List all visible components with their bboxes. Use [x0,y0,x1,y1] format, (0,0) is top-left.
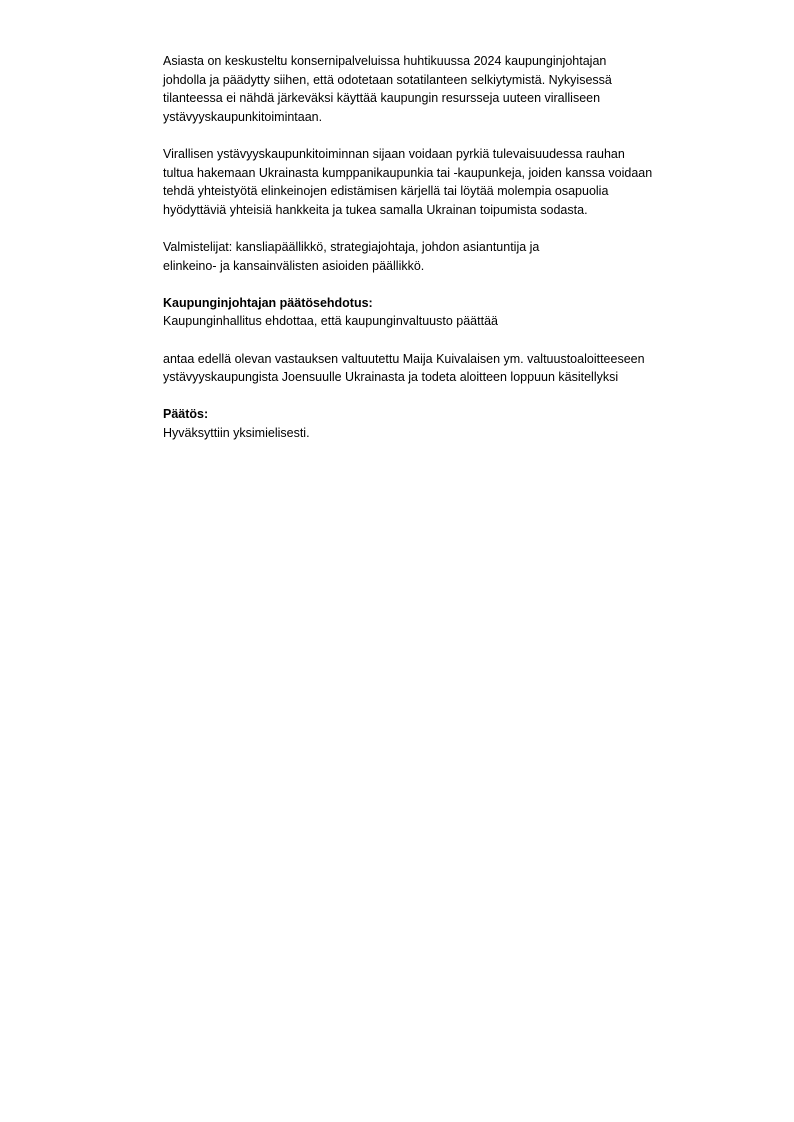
text-line: tehdä yhteistyötä elinkeinojen edistämisen kärjellä tai löytää molempia osapuolia [163,184,609,199]
decision-section [163,405,753,442]
text-line: Valmistelijat: kansliapäällikkö, strategiajohtaja, johdon asiantuntija ja [163,239,540,254]
text-line: Asiasta on keskusteltu konsernipalveluissa huhtikuussa 2024 kaupunginjohtajan [163,54,607,68]
document-page [163,52,753,461]
proposal-line: Kaupunginhallitus ehdottaa, että kaupunginvaltuusto päättää [163,314,498,329]
proposal-heading: Kaupunginjohtajan päätösehdotus: [163,295,373,310]
paragraph-alternative [163,145,753,219]
paragraph-preparers [163,238,753,275]
decision-text: Hyväksyttiin yksimielisesti. [163,425,310,440]
paragraph-background [163,52,753,126]
text-line: Virallisen ystävyyskaupunkitoiminnan sijaan voidaan pyrkiä tulevaisuudessa rauhan [163,146,625,161]
text-line: johdolla ja päädytty siihen, että odotetaan sotatilanteen selkiytymistä. Nykyisessä [163,72,612,87]
text-line: elinkeino- ja kansainvälisten asioiden päällikkö. [163,258,425,273]
proposal-section [163,294,753,331]
text-line: hyödyttäviä yhteisiä hankkeita ja tukea samalla Ukrainan toipumista sodasta. [163,202,588,217]
text-line: antaa edellä olevan vastauksen valtuutettu Maija Kuivalaisen ym. valtuustoaloitteeseen [163,351,645,366]
proposal-body [163,350,753,387]
decision-heading: Päätös: [163,407,209,422]
text-line: ystävyyskaupunkitoimintaan. [163,109,323,124]
text-line: tilanteessa ei nähdä järkeväksi käyttää kaupungin resursseja uuteen viralliseen [163,91,601,106]
text-line: ystävyyskaupungista Joensuulle Ukrainasta ja todeta aloitteen loppuun käsitellyksi [163,370,619,385]
text-line: tultua hakemaan Ukrainasta kumppanikaupunkia tai -kaupunkeja, joiden kanssa voidaan [163,165,653,180]
